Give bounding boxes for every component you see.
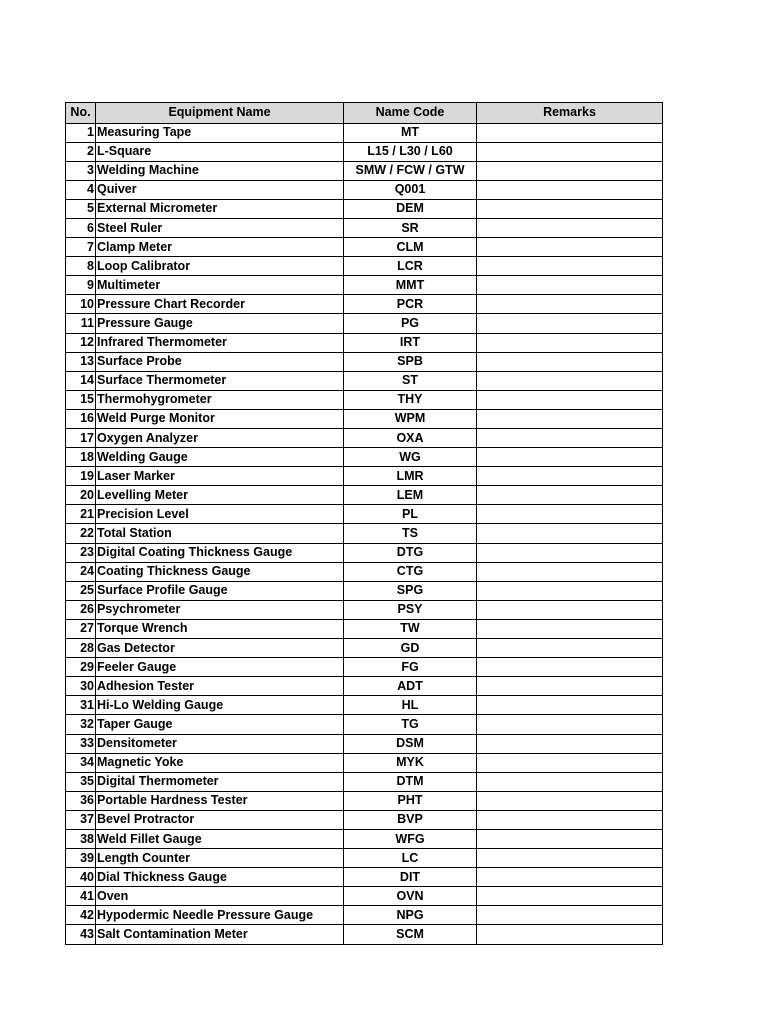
equipment-table <box>65 102 663 945</box>
name-code: DSM <box>344 734 477 753</box>
remarks-cell <box>477 696 663 715</box>
name-code: LEM <box>344 486 477 505</box>
remarks-cell <box>477 887 663 906</box>
row-number: 33 <box>66 734 96 753</box>
name-code: HL <box>344 696 477 715</box>
name-code: CLM <box>344 238 477 257</box>
remarks-cell <box>477 639 663 658</box>
row-number: 32 <box>66 715 96 734</box>
remarks-cell <box>477 486 663 505</box>
table-row <box>66 619 663 638</box>
remarks-cell <box>477 276 663 295</box>
equipment-name: Precision Level <box>96 505 344 524</box>
table-row <box>66 218 663 237</box>
remarks-cell <box>477 715 663 734</box>
row-number: 6 <box>66 218 96 237</box>
remarks-cell <box>477 371 663 390</box>
name-code: LMR <box>344 467 477 486</box>
remarks-cell <box>477 352 663 371</box>
equipment-name: Clamp Meter <box>96 238 344 257</box>
row-number: 41 <box>66 887 96 906</box>
remarks-cell <box>477 524 663 543</box>
table-row <box>66 352 663 371</box>
row-number: 22 <box>66 524 96 543</box>
row-number: 40 <box>66 868 96 887</box>
name-code: TG <box>344 715 477 734</box>
table-row <box>66 429 663 448</box>
row-number: 13 <box>66 352 96 371</box>
name-code: PSY <box>344 600 477 619</box>
name-code: SMW / FCW / GTW <box>344 161 477 180</box>
equipment-name: Multimeter <box>96 276 344 295</box>
row-number: 21 <box>66 505 96 524</box>
table-row <box>66 505 663 524</box>
table-row <box>66 543 663 562</box>
row-number: 30 <box>66 677 96 696</box>
header-name-code: Name Code <box>344 103 477 124</box>
name-code: WPM <box>344 409 477 428</box>
remarks-cell <box>477 295 663 314</box>
remarks-cell <box>477 142 663 161</box>
remarks-cell <box>477 218 663 237</box>
name-code: DEM <box>344 199 477 218</box>
table-row <box>66 180 663 199</box>
name-code: NPG <box>344 906 477 925</box>
name-code: TW <box>344 619 477 638</box>
remarks-cell <box>477 123 663 142</box>
table-row <box>66 238 663 257</box>
equipment-name: Surface Thermometer <box>96 371 344 390</box>
remarks-cell <box>477 467 663 486</box>
row-number: 19 <box>66 467 96 486</box>
row-number: 1 <box>66 123 96 142</box>
name-code: Q001 <box>344 180 477 199</box>
row-number: 3 <box>66 161 96 180</box>
row-number: 42 <box>66 906 96 925</box>
table-body <box>66 123 663 944</box>
remarks-cell <box>477 562 663 581</box>
equipment-name: Length Counter <box>96 849 344 868</box>
equipment-name: Digital Thermometer <box>96 772 344 791</box>
remarks-cell <box>477 619 663 638</box>
remarks-cell <box>477 257 663 276</box>
remarks-cell <box>477 600 663 619</box>
equipment-name: Digital Coating Thickness Gauge <box>96 543 344 562</box>
equipment-name: Densitometer <box>96 734 344 753</box>
row-number: 24 <box>66 562 96 581</box>
equipment-name: Total Station <box>96 524 344 543</box>
name-code: BVP <box>344 810 477 829</box>
name-code: LC <box>344 849 477 868</box>
name-code: MYK <box>344 753 477 772</box>
remarks-cell <box>477 161 663 180</box>
table-row <box>66 295 663 314</box>
table-row <box>66 753 663 772</box>
row-number: 34 <box>66 753 96 772</box>
row-number: 27 <box>66 619 96 638</box>
row-number: 23 <box>66 543 96 562</box>
equipment-name: Laser Marker <box>96 467 344 486</box>
table-row <box>66 677 663 696</box>
equipment-name: Surface Profile Gauge <box>96 581 344 600</box>
name-code: DTG <box>344 543 477 562</box>
equipment-name: Pressure Gauge <box>96 314 344 333</box>
table-row <box>66 524 663 543</box>
table-row <box>66 829 663 848</box>
name-code: MMT <box>344 276 477 295</box>
remarks-cell <box>477 238 663 257</box>
row-number: 12 <box>66 333 96 352</box>
equipment-name: Steel Ruler <box>96 218 344 237</box>
row-number: 25 <box>66 581 96 600</box>
remarks-cell <box>477 314 663 333</box>
equipment-name: Weld Fillet Gauge <box>96 829 344 848</box>
name-code: WG <box>344 448 477 467</box>
row-number: 18 <box>66 448 96 467</box>
row-number: 26 <box>66 600 96 619</box>
table-row <box>66 257 663 276</box>
equipment-name: Adhesion Tester <box>96 677 344 696</box>
header-no: No. <box>66 103 96 124</box>
equipment-name: L-Square <box>96 142 344 161</box>
equipment-name: Levelling Meter <box>96 486 344 505</box>
row-number: 4 <box>66 180 96 199</box>
name-code: OVN <box>344 887 477 906</box>
name-code: PHT <box>344 791 477 810</box>
name-code: CTG <box>344 562 477 581</box>
remarks-cell <box>477 753 663 772</box>
table-row <box>66 639 663 658</box>
row-number: 43 <box>66 925 96 944</box>
equipment-name: Feeler Gauge <box>96 658 344 677</box>
name-code: GD <box>344 639 477 658</box>
remarks-cell <box>477 409 663 428</box>
name-code: MT <box>344 123 477 142</box>
equipment-name: Oxygen Analyzer <box>96 429 344 448</box>
row-number: 35 <box>66 772 96 791</box>
remarks-cell <box>477 658 663 677</box>
name-code: THY <box>344 390 477 409</box>
table-row <box>66 887 663 906</box>
equipment-name: Loop Calibrator <box>96 257 344 276</box>
row-number: 20 <box>66 486 96 505</box>
name-code: IRT <box>344 333 477 352</box>
name-code: TS <box>344 524 477 543</box>
remarks-cell <box>477 772 663 791</box>
equipment-name: Coating Thickness Gauge <box>96 562 344 581</box>
row-number: 10 <box>66 295 96 314</box>
equipment-name: Weld Purge Monitor <box>96 409 344 428</box>
row-number: 15 <box>66 390 96 409</box>
equipment-name: Quiver <box>96 180 344 199</box>
equipment-name: Welding Machine <box>96 161 344 180</box>
remarks-cell <box>477 734 663 753</box>
row-number: 9 <box>66 276 96 295</box>
remarks-cell <box>477 543 663 562</box>
equipment-name: Welding Gauge <box>96 448 344 467</box>
name-code: LCR <box>344 257 477 276</box>
table-row <box>66 581 663 600</box>
equipment-name: Measuring Tape <box>96 123 344 142</box>
row-number: 39 <box>66 849 96 868</box>
remarks-cell <box>477 868 663 887</box>
table-row <box>66 772 663 791</box>
equipment-name: Portable Hardness Tester <box>96 791 344 810</box>
remarks-cell <box>477 829 663 848</box>
remarks-cell <box>477 390 663 409</box>
name-code: PG <box>344 314 477 333</box>
row-number: 14 <box>66 371 96 390</box>
row-number: 38 <box>66 829 96 848</box>
remarks-cell <box>477 505 663 524</box>
equipment-name: External Micrometer <box>96 199 344 218</box>
table-row <box>66 849 663 868</box>
remarks-cell <box>477 810 663 829</box>
row-number: 8 <box>66 257 96 276</box>
table-row <box>66 810 663 829</box>
equipment-name: Oven <box>96 887 344 906</box>
remarks-cell <box>477 429 663 448</box>
row-number: 31 <box>66 696 96 715</box>
table-row <box>66 925 663 944</box>
remarks-cell <box>477 581 663 600</box>
row-number: 2 <box>66 142 96 161</box>
table-row <box>66 658 663 677</box>
remarks-cell <box>477 333 663 352</box>
table-row <box>66 409 663 428</box>
equipment-name: Psychrometer <box>96 600 344 619</box>
table-row <box>66 123 663 142</box>
row-number: 36 <box>66 791 96 810</box>
remarks-cell <box>477 448 663 467</box>
equipment-name: Hi-Lo Welding Gauge <box>96 696 344 715</box>
table-row <box>66 715 663 734</box>
header-remarks: Remarks <box>477 103 663 124</box>
row-number: 16 <box>66 409 96 428</box>
table-row <box>66 314 663 333</box>
table-row <box>66 333 663 352</box>
name-code: DIT <box>344 868 477 887</box>
table-row <box>66 734 663 753</box>
table-row <box>66 486 663 505</box>
table-row <box>66 390 663 409</box>
name-code: WFG <box>344 829 477 848</box>
equipment-name: Gas Detector <box>96 639 344 658</box>
row-number: 37 <box>66 810 96 829</box>
name-code: L15 / L30 / L60 <box>344 142 477 161</box>
name-code: ADT <box>344 677 477 696</box>
table-row <box>66 276 663 295</box>
equipment-name: Dial Thickness Gauge <box>96 868 344 887</box>
row-number: 7 <box>66 238 96 257</box>
table-row <box>66 868 663 887</box>
table-row <box>66 906 663 925</box>
remarks-cell <box>477 849 663 868</box>
table-row <box>66 467 663 486</box>
table-row <box>66 600 663 619</box>
remarks-cell <box>477 180 663 199</box>
header-row <box>66 103 663 124</box>
name-code: SPB <box>344 352 477 371</box>
table-row <box>66 371 663 390</box>
name-code: ST <box>344 371 477 390</box>
table-row <box>66 448 663 467</box>
name-code: PCR <box>344 295 477 314</box>
name-code: SCM <box>344 925 477 944</box>
equipment-name: Salt Contamination Meter <box>96 925 344 944</box>
remarks-cell <box>477 199 663 218</box>
equipment-name: Hypodermic Needle Pressure Gauge <box>96 906 344 925</box>
remarks-cell <box>477 791 663 810</box>
equipment-name: Pressure Chart Recorder <box>96 295 344 314</box>
equipment-name: Torque Wrench <box>96 619 344 638</box>
name-code: DTM <box>344 772 477 791</box>
table-row <box>66 161 663 180</box>
row-number: 17 <box>66 429 96 448</box>
name-code: FG <box>344 658 477 677</box>
name-code: OXA <box>344 429 477 448</box>
remarks-cell <box>477 906 663 925</box>
table-row <box>66 562 663 581</box>
header-equipment-name: Equipment Name <box>96 103 344 124</box>
remarks-cell <box>477 925 663 944</box>
row-number: 11 <box>66 314 96 333</box>
table-row <box>66 142 663 161</box>
row-number: 5 <box>66 199 96 218</box>
equipment-name: Bevel Protractor <box>96 810 344 829</box>
equipment-name: Surface Probe <box>96 352 344 371</box>
table-row <box>66 791 663 810</box>
remarks-cell <box>477 677 663 696</box>
table-row <box>66 696 663 715</box>
equipment-name: Taper Gauge <box>96 715 344 734</box>
equipment-name: Thermohygrometer <box>96 390 344 409</box>
table-header <box>66 103 663 124</box>
name-code: SR <box>344 218 477 237</box>
row-number: 29 <box>66 658 96 677</box>
table-row <box>66 199 663 218</box>
equipment-name: Magnetic Yoke <box>96 753 344 772</box>
name-code: PL <box>344 505 477 524</box>
row-number: 28 <box>66 639 96 658</box>
equipment-name: Infrared Thermometer <box>96 333 344 352</box>
name-code: SPG <box>344 581 477 600</box>
